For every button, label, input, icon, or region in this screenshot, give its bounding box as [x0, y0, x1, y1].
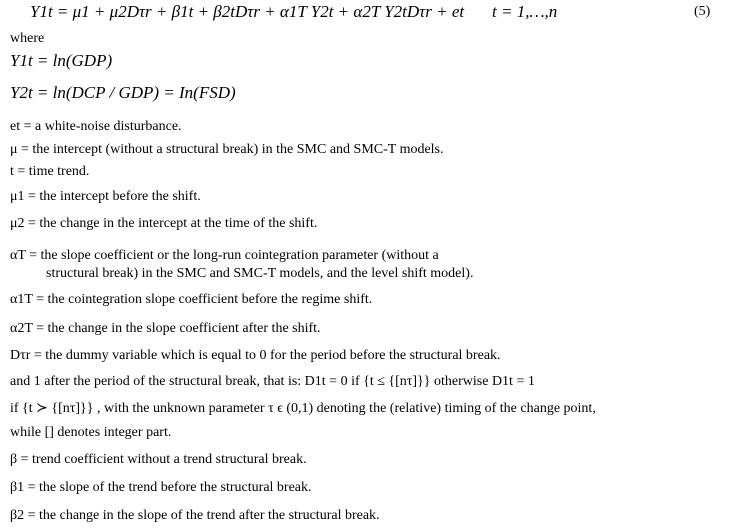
def-et: et = a white-noise disturbance.: [10, 119, 182, 134]
def-alpha2T: α2T = the change in the slope coefficient after the shift.: [10, 321, 321, 336]
dummy-line-2: if {t ≻ {[nτ]}} , with the unknown parameter τ ϵ (0,1) denoting the (relative) timing of the change point,: [10, 401, 596, 416]
dummy-line-3: while [] denotes integer part.: [10, 425, 172, 440]
main-equation: Y1t = μ1 + μ2Dτr + β1t + β2tDτr + α1T Y2t + α2T Y2tDτr + et: [30, 2, 465, 21]
def-mu2: μ2 = the change in the intercept at the time of the shift.: [10, 216, 318, 231]
dummy-line-1: and 1 after the period of the structural break, that is: D1t = 0 if {t ≤ {[nτ]}} otherwise D1t = 1: [10, 374, 535, 389]
equation-number: (5): [694, 4, 711, 19]
def-alphaT-line2: structural break) in the SMC and SMC-T models, and the level shift model).: [46, 266, 474, 281]
def-alphaT-line1: αT = the slope coefficient or the long-run cointegration parameter (without a: [10, 248, 439, 263]
def-y2t: Y2t = ln(DCP / GDP) = In(FSD): [10, 83, 236, 102]
def-beta: β = trend coefficient without a trend structural break.: [10, 452, 307, 467]
def-y1t: Y1t = ln(GDP): [10, 51, 113, 70]
def-beta2: β2 = the change in the slope of the trend after the structural break.: [10, 508, 380, 523]
def-beta1: β1 = the slope of the trend before the structural break.: [10, 480, 312, 495]
def-alpha1T: α1T = the cointegration slope coefficient before the regime shift.: [10, 292, 373, 307]
def-mu1: μ1 = the intercept before the shift.: [10, 189, 201, 204]
equation-range: t = 1,…,n: [492, 2, 558, 21]
def-t: t = time trend.: [10, 164, 90, 179]
def-dtr: Dτr = the dummy variable which is equal to 0 for the period before the structural break.: [10, 348, 501, 363]
def-mu: μ = the intercept (without a structural break) in the SMC and SMC-T models.: [10, 142, 444, 157]
where-label: where: [10, 31, 45, 46]
